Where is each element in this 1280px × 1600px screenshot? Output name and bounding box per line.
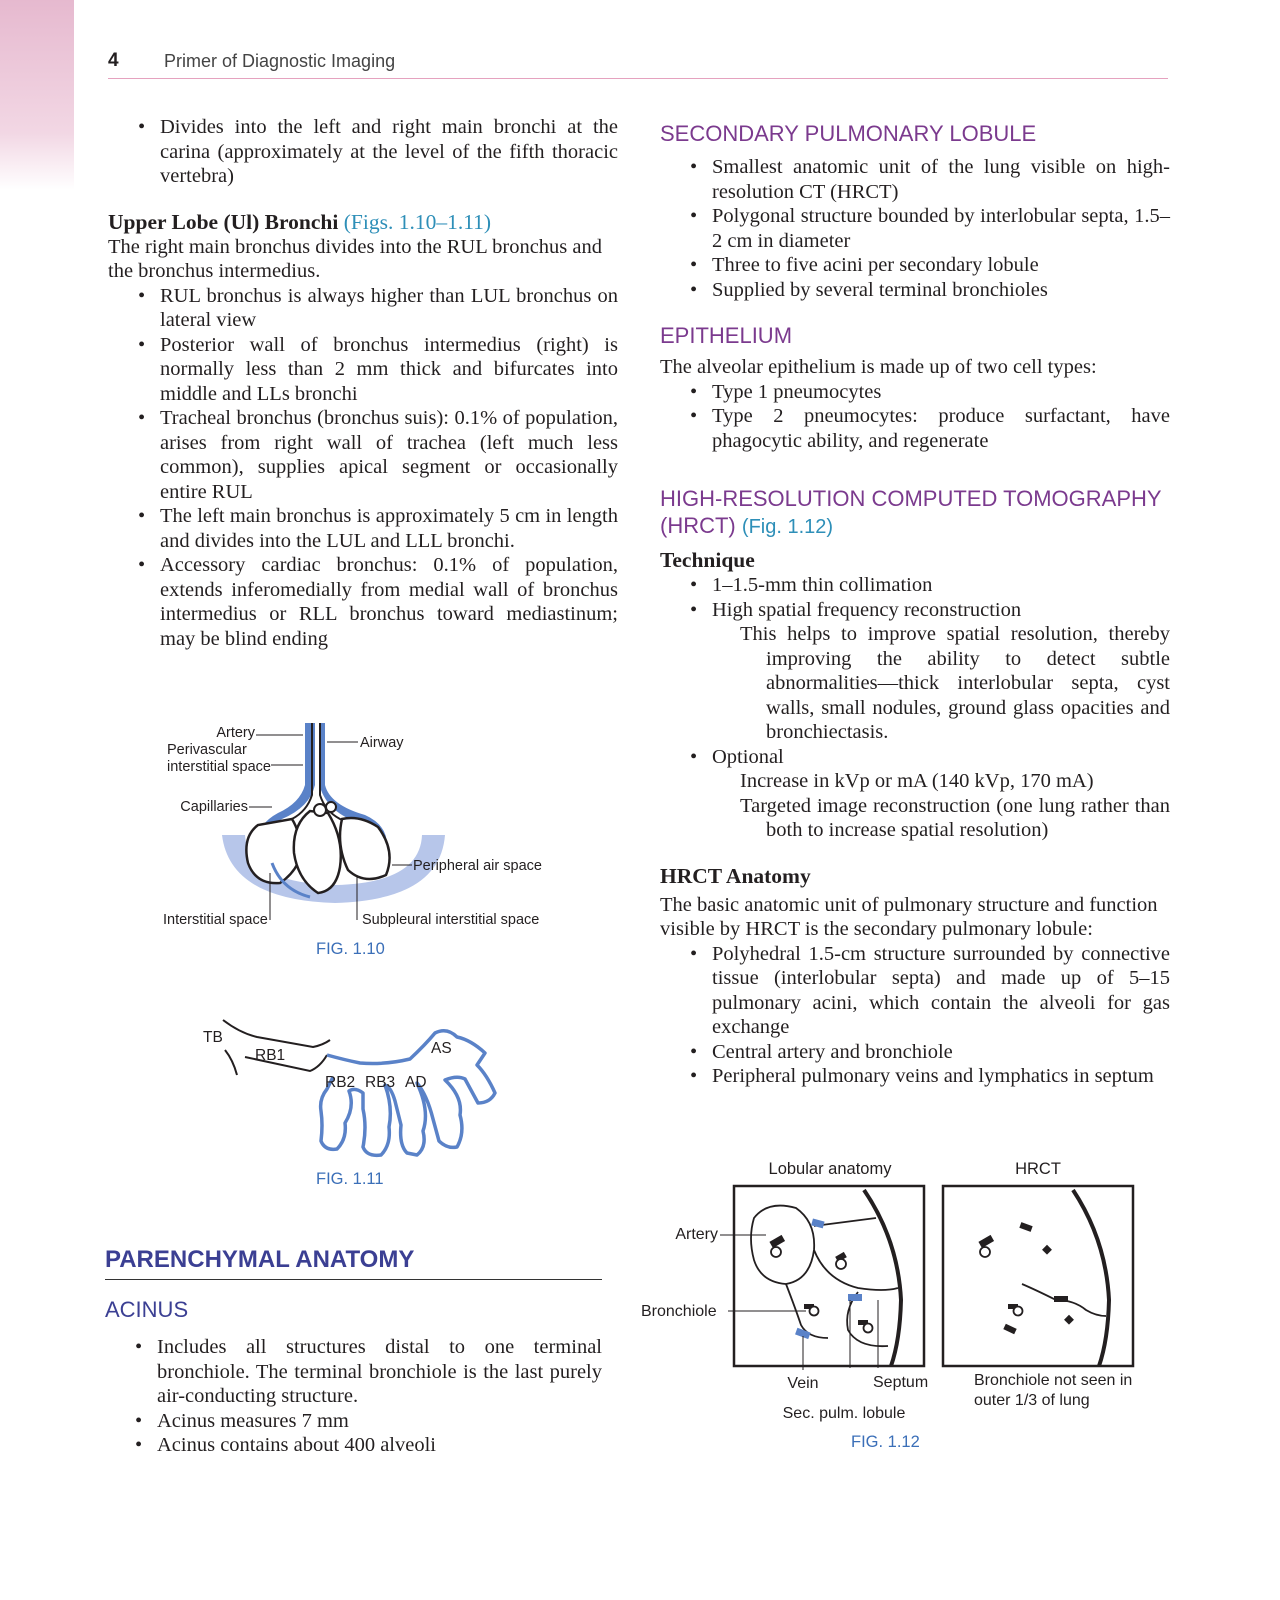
upper-lobe-bullets — [108, 284, 618, 652]
fig12-label-not-seen-1: Bronchiole not seen in — [974, 1372, 1133, 1389]
lobular-panel — [734, 1186, 924, 1366]
secondary-lobule-heading: SECONDARY PULMONARY LOBULE — [660, 121, 1037, 146]
fig-1-10-diagram — [160, 715, 580, 940]
fig10-label-subpleural: Subpleural interstitial space — [362, 912, 540, 928]
hrct-anatomy-heading: HRCT Anatomy — [660, 863, 811, 888]
list-item: • Accessory cardiac bronchus: 0.1% of population, extends inferomedially from medial wall of bronchus intermedius or RLL bronchus toward mediastinum; may be blind ending — [108, 553, 618, 651]
fig-ref-link[interactable]: Fig. 1.12 — [748, 516, 827, 538]
technique-note-text: This helps to improve spatial resolution, thereby improving the ability to detect subtle abnormalities—thick interlobular septa, cyst walls, small nodules, ground glass opacities and bronchiectasis. — [740, 623, 1170, 743]
intro-bullet-list — [108, 115, 618, 189]
page-number: 4 — [108, 50, 119, 71]
fig10-label-perivascular: Perivascular — [167, 742, 247, 758]
fig12-label-sec-lobule: Sec. pulm. lobule — [782, 1405, 906, 1422]
fig11-label-rb3: RB3 — [365, 1074, 396, 1091]
book-title: Primer of Diagnostic Imaging — [164, 51, 396, 71]
fig12-label-septum: Septum — [873, 1374, 929, 1391]
list-item: • Tracheal bronchus (bronchus suis): 0.1% of population, arises from right wall of trachea (left much less common), supplies apical segment or occasionally entire RUL — [108, 406, 618, 504]
fig11-label-rb2: RB2 — [325, 1074, 356, 1091]
upper-lobe-intro: The right main bronchus divides into the RUL bronchus and the bronchus intermedius. — [108, 235, 603, 282]
epithelium-intro: The alveolar epithelium is made up of two cell types: — [660, 356, 1097, 378]
fig-1-12-diagram — [636, 1150, 1156, 1430]
parenchymal-section — [105, 1245, 602, 1458]
bronchus-line — [223, 1020, 330, 1047]
fig-ref-paren-close: ) — [826, 516, 834, 538]
secondary-lobule-bullets — [660, 155, 1170, 302]
list-item: • Acinus measures 7 mm — [105, 1409, 602, 1434]
list-item: • Three to five acini per secondary lobule — [660, 253, 1170, 278]
fig10-label-artery: Artery — [216, 725, 255, 741]
left-column — [108, 115, 618, 651]
list-item: • Posterior wall of bronchus intermedius (right) is normally less than 2 mm thick and bifurcates into middle and LLs bronchi — [108, 333, 618, 407]
alveolus-outline — [340, 818, 390, 879]
optional-note: Targeted image reconstruction (one lung rather than both to increase spatial resolution) — [740, 794, 1170, 841]
hrct-heading-line-1: HIGH-RESOLUTION COMPUTED TOMOGRAPHY — [660, 486, 1162, 511]
fig12-label-artery: Artery — [675, 1226, 718, 1243]
hrct-anatomy-intro: The basic anatomic unit of pulmonary structure and function visible by HRCT is the secondary pulmonary lobule: — [660, 893, 1158, 940]
list-item: • Type 2 pneumocytes: produce surfactant, have phagocytic ability, and regenerate — [660, 404, 1170, 453]
fig10-label-peripheral: Peripheral air space — [413, 858, 542, 874]
fig-1-12-caption: FIG. 1.12 — [851, 1433, 920, 1451]
fig10-label-capillaries: Capillaries — [180, 799, 248, 815]
fig11-label-as: AS — [431, 1040, 452, 1057]
fig-ref-link[interactable]: Figs. 1.10–1.11 — [350, 209, 484, 234]
acinus-bullets — [105, 1335, 602, 1458]
list-item: • Includes all structures distal to one terminal bronchiole. The terminal bronchiole is the last purely air-conducting structure. — [105, 1335, 602, 1409]
fig-1-11-caption: FIG. 1.11 — [316, 1170, 384, 1188]
list-item: • The left main bronchus is approximately 5 cm in length and divides into the LUL and LLL bronchi. — [108, 504, 618, 553]
fig12-label-vein: Vein — [787, 1375, 819, 1392]
upper-lobe-heading-text: Upper Lobe (Ul) Bronchi — [108, 209, 339, 234]
alveolus-outline — [294, 811, 341, 893]
bronchus-line — [225, 1050, 237, 1075]
list-item: • Type 1 pneumocytes — [660, 380, 1170, 405]
technique-note — [660, 622, 1170, 745]
list-item: • Divides into the left and right main bronchi at the carina (approximately at the level of the fifth thoracic vertebra) — [108, 115, 618, 189]
list-item: • Supplied by several terminal bronchioles — [660, 278, 1170, 303]
technique-bullets — [660, 573, 1170, 622]
list-item: • Optional — [660, 745, 1170, 770]
fig10-label-interstitial: Interstitial space — [163, 912, 268, 928]
epithelium-bullets — [660, 380, 1170, 454]
optional-note: Increase in kVp or mA (140 kVp, 170 mA) — [740, 770, 1094, 792]
fig-ref-paren-open: ( — [343, 209, 351, 234]
list-item: • Central artery and bronchiole — [660, 1040, 1170, 1065]
upper-lobe-heading — [108, 209, 618, 235]
list-item: • Polygonal structure bounded by interlobular septa, 1.5–2 cm in diameter — [660, 204, 1170, 253]
fig-ref-paren-open: ( — [741, 516, 749, 538]
hrct-heading-line-2: (HRCT) — [660, 513, 736, 538]
right-column — [660, 120, 1170, 1089]
fig11-label-ad: AD — [405, 1074, 427, 1091]
fig-ref-paren-close: ) — [483, 209, 492, 234]
fig-1-10-caption: FIG. 1.10 — [316, 940, 385, 958]
fig12-label-hrct: HRCT — [1015, 1160, 1061, 1178]
list-item: • High spatial frequency reconstruction — [660, 598, 1170, 623]
list-item: • Peripheral pulmonary veins and lymphatics in septum — [660, 1064, 1170, 1089]
fig10-label-interstitial-space: interstitial space — [167, 759, 271, 775]
running-header — [108, 48, 1168, 79]
hrct-heading — [660, 485, 1170, 541]
acinus-heading: ACINUS — [105, 1297, 189, 1322]
fig-1-11-diagram — [195, 1015, 515, 1165]
list-item: • Smallest anatomic unit of the lung visible on high-resolution CT (HRCT) — [660, 155, 1170, 204]
fig12-label-bronchiole: Bronchiole — [641, 1303, 717, 1320]
list-item: • Polyhedral 1.5-cm structure surrounded by connective tissue (interlobular septa) and made up of 5–15 pulmonary acini, which contain the alveoli for gas exchange — [660, 942, 1170, 1040]
alveolus-outline — [246, 819, 300, 883]
list-item: • RUL bronchus is always higher than LUL bronchus on lateral view — [108, 284, 618, 333]
optional-notes — [660, 769, 1170, 843]
fig11-label-rb1: RB1 — [255, 1047, 286, 1064]
fig12-label-not-seen-2: outer 1/3 of lung — [974, 1392, 1090, 1409]
hrct-anatomy-bullets — [660, 942, 1170, 1089]
list-item: • Acinus contains about 400 alveoli — [105, 1433, 602, 1458]
fig10-label-airway: Airway — [360, 735, 404, 751]
acinus-outline — [321, 1031, 495, 1156]
epithelium-heading: EPITHELIUM — [660, 323, 793, 348]
parenchymal-heading: PARENCHYMAL ANATOMY — [105, 1245, 602, 1280]
technique-heading: Technique — [660, 548, 755, 572]
fig11-label-tb: TB — [203, 1029, 223, 1046]
side-color-tab — [0, 0, 74, 190]
list-item: • 1–1.5-mm thin collimation — [660, 573, 1170, 598]
fig12-label-lobular: Lobular anatomy — [768, 1160, 892, 1178]
technique-bullets-optional — [660, 745, 1170, 770]
